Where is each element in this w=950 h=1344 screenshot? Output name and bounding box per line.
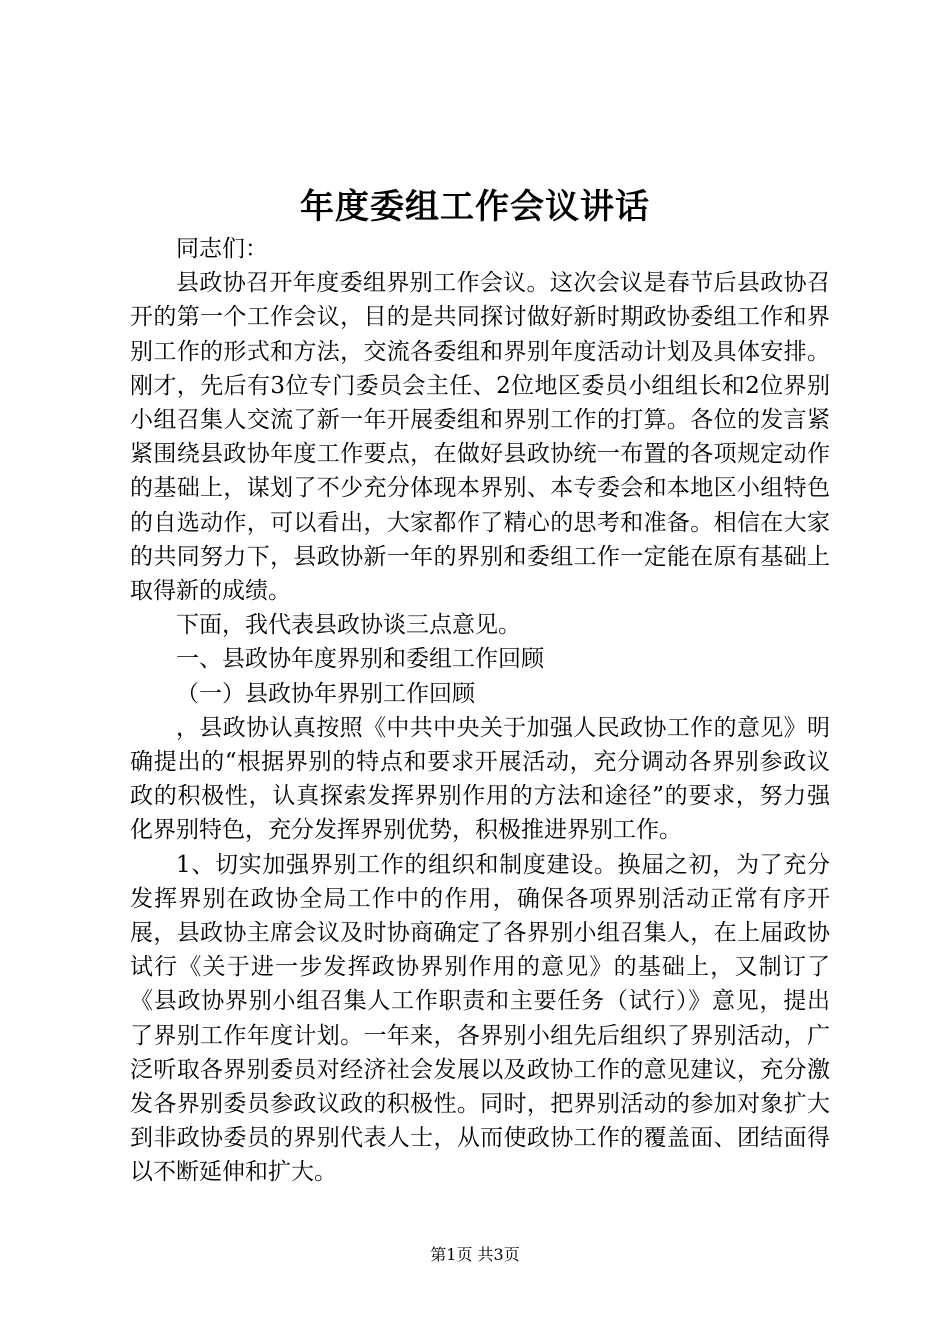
salutation-paragraph: 同志们：	[176, 236, 268, 262]
page-indicator: 第1页 共3页	[430, 1245, 520, 1264]
section-heading-1: 一、县政协年度界别和委组工作回顾	[176, 646, 544, 673]
point-1-paragraph: 1、切实加强界别工作的组织和制度建设。换届之初，为了充分发挥界别在政协全局工作中的作用，确保各项界别活动正常有序开展，县政协主席会议及时协商确定了各界别小组召集人，在上届政协试行《关于进一步发挥政协界别作用的意见》的基础上，又制订了《县政协界别小组召集人工作职责和主要任务（试行）》意见，提出了界别工作年度计划。一年来，各界别小组先后组织了界别活动，广泛听取各界别委员对经济社会发展以及政协工作的意见建议，充分激发各界别委员参政议政的积极性。同时，把界别活动的参加对象扩大到非政协委员的界别代表人士，从而使政协工作的覆盖面、团结面得以不断延伸和扩大。	[130, 851, 830, 1186]
document-title: 年度委组工作会议讲话	[300, 187, 650, 227]
subsection-heading-1: （一）县政协年界别工作回顾	[176, 680, 475, 707]
intro-paragraph: 县政协召开年度委组界别工作会议。这次会议是春节后县政协召开的第一个工作会议，目的是共同探讨做好新时期政协委组工作和界别工作的形式和方法，交流各委组和界别年度活动计划及具体安排。刚才，先后有3位专门委员会主任、2位地区委员小组组长和2位界别小组召集人交流了新一年开展委组和界别工作的打算。各位的发言紧紧围绕县政协年度工作要点，在做好县政协统一布置的各项规定动作的基础上，谋划了不少充分体现本界别、本专委会和本地区小组特色的自选动作，可以看出，大家都作了精心的思考和准备。相信在大家的共同努力下，县政协新一年的界别和委组工作一定能在原有基础上取得新的成绩。	[130, 270, 830, 605]
document-body	[130, 232, 830, 1190]
transition-paragraph: 下面，我代表县政协谈三点意见。	[176, 612, 521, 639]
review-paragraph: ，县政协认真按照《中共中央关于加强人民政协工作的意见》明确提出的“根据界别的特点和要求开展活动，充分调动各界别参政议政的积极性，认真探索发挥界别作用的方法和途径”的要求，努力强化界别特色，充分发挥界别优势，积极推进界别工作。	[130, 714, 830, 844]
